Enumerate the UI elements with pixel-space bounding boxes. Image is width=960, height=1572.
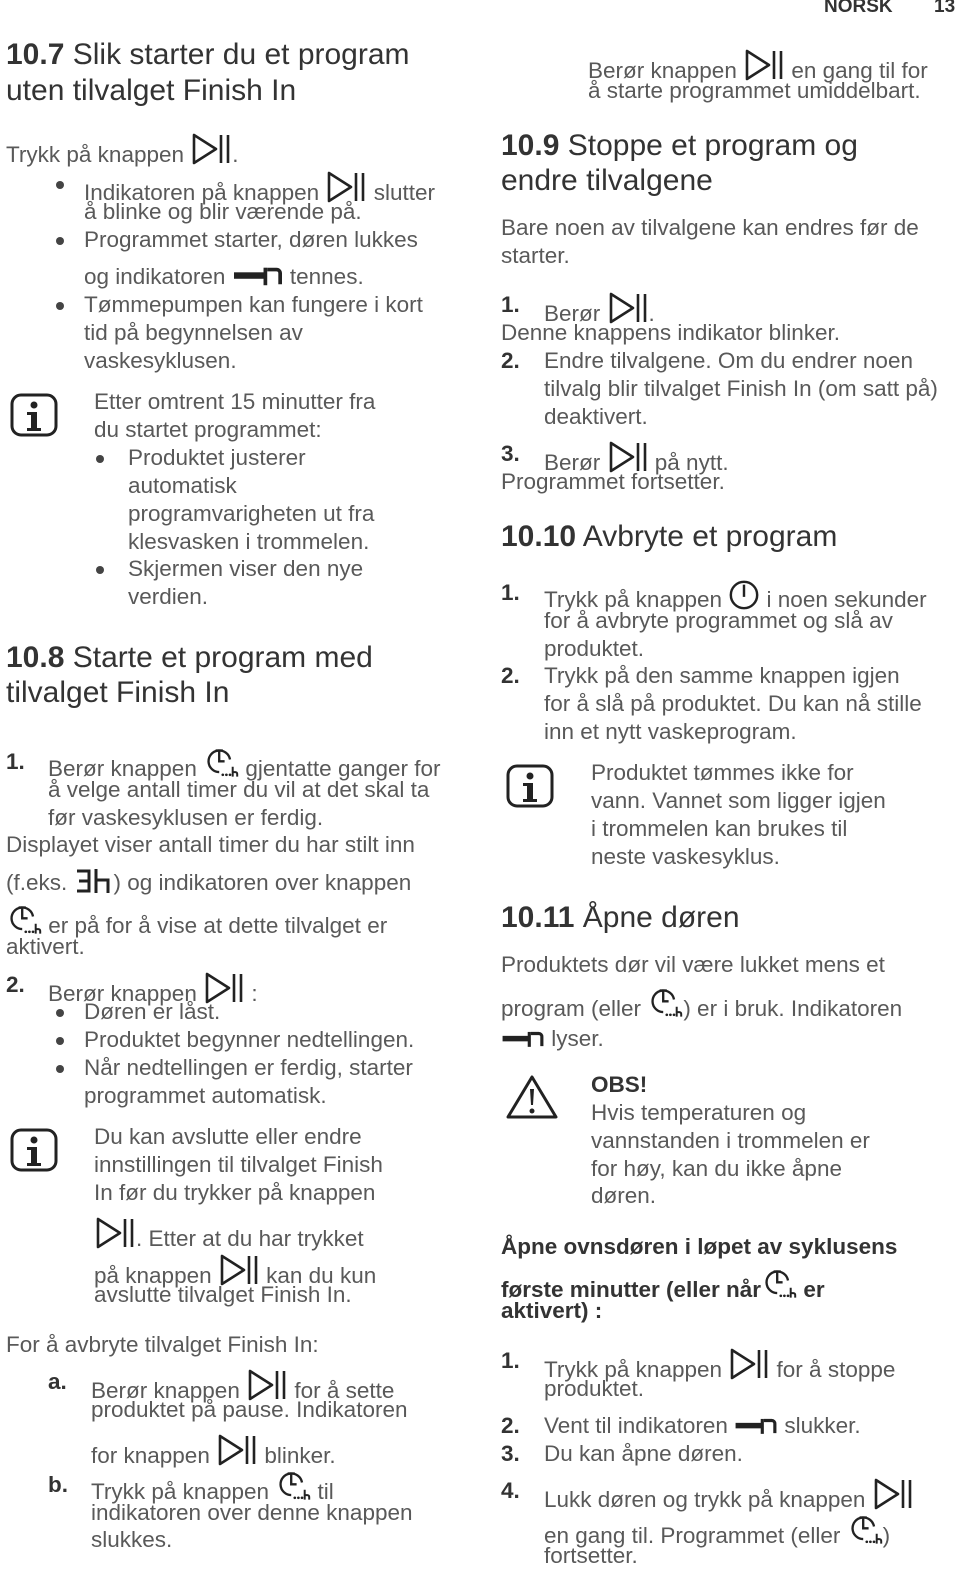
bullet-text: Produktet begynner nedtellingen.	[84, 1027, 415, 1052]
note-text: Produktet tømmes ikke for	[591, 760, 854, 785]
note-bullet-text: programvarigheten ut fra	[128, 501, 375, 526]
paragraph: Denne knappens indikator blinker.	[501, 320, 840, 345]
warning-text: for høy, kan du ikke åpne	[591, 1156, 842, 1181]
section-number: 10.10	[501, 520, 577, 553]
step-text: Du kan åpne døren.	[544, 1441, 743, 1466]
step-text: slukkes.	[91, 1527, 173, 1552]
finish-in-icon	[761, 1269, 797, 1301]
note-text: Etter omtrent 15 minutter fra	[94, 389, 376, 414]
text: program (eller	[501, 996, 642, 1021]
text: Vent til indikatoren	[544, 1413, 728, 1438]
finish-in-icon	[647, 988, 683, 1020]
info-icon	[506, 764, 554, 813]
start-pause-icon	[728, 1347, 770, 1381]
section-10-8-title-line2: tilvalget Finish In	[6, 676, 230, 709]
bullet-text: programmet automatisk.	[84, 1083, 327, 1108]
bullet-text: å blinke og blir værende på.	[84, 199, 362, 224]
step-text: inn et nytt vaskeprogram.	[544, 719, 797, 744]
text: Berør knappen	[91, 1378, 240, 1403]
text: Lukk døren og trykk på knappen	[544, 1487, 866, 1512]
note-bullet-text: Skjermen viser den nye	[128, 556, 364, 581]
bullet-text: Tømmepumpen kan fungere i kort	[84, 292, 423, 317]
text: en gang til for	[791, 58, 928, 83]
note-text: avslutte tilvalget Finish In.	[94, 1282, 352, 1307]
note-text: du startet programmet:	[94, 417, 322, 442]
start-pause-icon	[872, 1477, 914, 1511]
note-text: Du kan avslutte eller endre	[94, 1124, 362, 1149]
text: Berør knappen	[588, 58, 737, 83]
text: blinker.	[264, 1443, 336, 1468]
note-text: neste vaskesyklus.	[591, 844, 780, 869]
step-text	[91, 1433, 336, 1470]
note-text: vann. Vannet som ligger igjen	[591, 788, 886, 813]
bullet-text: Programmet starter, døren lukkes	[84, 227, 418, 252]
step-text: produktet.	[544, 1376, 645, 1401]
text: på nytt.	[654, 450, 729, 475]
note-bullet-text: klesvasken i trommelen.	[128, 529, 370, 554]
paragraph	[6, 868, 411, 897]
step-letter: b.	[48, 1472, 68, 1497]
step-number: 2.	[501, 348, 520, 373]
step-text: for å avbryte programmet og slå av	[544, 608, 893, 633]
title-text: Avbryte et program	[582, 520, 838, 553]
step-text	[544, 1477, 914, 1514]
paragraph: å starte programmet umiddelbart.	[588, 78, 921, 103]
warning-text: Hvis temperaturen og	[591, 1100, 807, 1125]
text: slutter	[373, 180, 435, 205]
text: for knappen	[91, 1443, 210, 1468]
note-text: innstillingen til tilvalget Finish	[94, 1152, 383, 1177]
start-pause-icon	[190, 132, 232, 166]
step-number: 2.	[501, 663, 520, 688]
paragraph: For å avbryte tilvalget Finish In:	[6, 1332, 319, 1357]
text: og indikatoren	[84, 264, 226, 289]
start-pause-icon	[94, 1216, 136, 1250]
text: . Etter at du har trykket	[136, 1226, 364, 1251]
subheading: Åpne ovnsdøren i løpet av syklusens	[501, 1234, 898, 1259]
paragraph: Displayet viser antall timer du har stilt inn	[6, 832, 415, 857]
text: kan du kun	[266, 1263, 377, 1288]
warning-text: vannstanden i trommelen er	[591, 1128, 870, 1153]
bullet-text: Døren er låst.	[84, 999, 221, 1024]
section-10-7-title	[6, 37, 410, 73]
text: for å stoppe	[776, 1357, 896, 1382]
text: ) og indikatoren over knappen	[113, 870, 412, 895]
display-3h-icon	[74, 868, 114, 894]
section-10-11-title	[501, 900, 740, 936]
step-text: deaktivert.	[544, 404, 648, 429]
section-number: 10.11	[501, 901, 575, 934]
door-lock-icon	[734, 1415, 778, 1437]
warning-title: OBS!	[591, 1072, 648, 1097]
title-text: Åpne døren	[582, 901, 740, 934]
section-10-9-title-line2: endre tilvalgene	[501, 164, 713, 197]
text: Berør knappen	[48, 756, 197, 781]
paragraph: Programmet fortsetter.	[501, 469, 725, 494]
paragraph	[501, 988, 902, 1023]
text: Berør	[544, 450, 601, 475]
step-text: for å slå på produktet. Du kan nå stille	[544, 691, 922, 716]
bullet-text: tid på begynnelsen av	[84, 320, 303, 345]
start-pause-icon	[216, 1433, 258, 1467]
note-text: i trommelen kan brukes til	[591, 816, 848, 841]
step-number: 4.	[501, 1478, 520, 1503]
step-number: 1.	[6, 749, 25, 774]
step-number: 3.	[501, 441, 520, 466]
door-lock-icon	[232, 264, 284, 288]
step-number: 3.	[501, 1441, 520, 1466]
step-letter: a.	[48, 1369, 67, 1394]
step-text: produktet.	[544, 636, 645, 661]
step-number: 1.	[501, 1348, 520, 1373]
paragraph	[6, 132, 239, 169]
bullet-text: Når nedtellingen er ferdig, starter	[84, 1055, 413, 1080]
step-text: Endre tilvalgene. Om du endrer noen	[544, 348, 913, 373]
step-number: 2.	[501, 1413, 520, 1438]
section-number: 10.8	[6, 641, 65, 674]
text: for å sette	[294, 1378, 395, 1403]
section-number: 10.7	[6, 38, 65, 71]
text: Trykk på knappen	[91, 1479, 270, 1504]
text: til	[317, 1479, 334, 1504]
bullet-dot	[96, 566, 104, 574]
text: en gang til. Programmet (eller	[544, 1523, 841, 1548]
title-text: Starte et program med	[72, 641, 373, 674]
note-text: In før du trykker på knappen	[94, 1180, 376, 1205]
door-lock-icon	[501, 1028, 545, 1050]
bullet-dot	[96, 455, 104, 463]
note-bullet-text: automatisk	[128, 473, 237, 498]
step-number: 1.	[501, 292, 520, 317]
step-text: å velge antall timer du vil at det skal ta	[48, 777, 430, 802]
paragraph: aktivert.	[6, 934, 85, 959]
bullet-dot	[56, 237, 64, 245]
page-number: 13	[934, 0, 956, 17]
title-text: Stoppe et program og	[567, 129, 858, 162]
note-bullet-text: Produktet justerer	[128, 445, 306, 470]
step-text: fortsetter.	[544, 1543, 638, 1568]
subheading: aktivert) :	[501, 1298, 603, 1323]
text: )	[882, 1523, 891, 1548]
bullet-dot	[56, 181, 64, 189]
header-language: NORSK	[824, 0, 893, 17]
paragraph: Produktets dør vil være lukket mens et	[501, 952, 885, 977]
step-text: tilvalg blir tilvalget Finish In (om satt på)	[544, 376, 938, 401]
text: ) er i bruk. Indikatoren	[683, 996, 903, 1021]
bullet-dot	[56, 1009, 64, 1017]
text: første minutter (eller når	[501, 1277, 762, 1302]
title-text: Slik starter du et program	[72, 38, 410, 71]
text: tennes.	[289, 264, 364, 289]
text: gjentatte ganger for	[245, 756, 441, 781]
info-icon	[10, 393, 58, 442]
text: .	[232, 142, 239, 167]
paragraph	[501, 1025, 604, 1053]
text: .	[648, 301, 655, 326]
step-text: indikatoren over denne knappen	[91, 1500, 413, 1525]
step-text: produktet på pause. Indikatoren	[91, 1397, 408, 1422]
text: :	[251, 981, 258, 1006]
section-10-9-title	[501, 128, 858, 164]
warning-icon	[506, 1074, 558, 1125]
step-number: 1.	[501, 580, 520, 605]
text: Trykk på knappen	[6, 142, 185, 167]
text: er	[803, 1277, 825, 1302]
bullet-text	[84, 263, 364, 291]
text: slukker.	[784, 1413, 861, 1438]
step-text: før vaskesyklusen er ferdig.	[48, 805, 324, 830]
text: Indikatoren på knappen	[84, 180, 320, 205]
text: på knappen	[94, 1263, 212, 1288]
text: lyser.	[551, 1026, 604, 1051]
section-10-7-title-line2: uten tilvalget Finish In	[6, 74, 297, 107]
text: Trykk på knappen	[544, 1357, 723, 1382]
section-10-8-title	[6, 640, 373, 676]
paragraph: Bare noen av tilvalgene kan endres før de	[501, 215, 919, 240]
warning-text: døren.	[591, 1183, 657, 1208]
text: Berør knappen	[48, 981, 197, 1006]
info-icon	[10, 1128, 58, 1177]
text: i noen sekunder	[766, 587, 927, 612]
step-number: 2.	[6, 972, 25, 997]
bullet-dot	[56, 1037, 64, 1045]
step-text	[544, 1412, 861, 1440]
text: Berør	[544, 301, 601, 326]
text: er på for å vise at dette tilvalget er	[48, 913, 388, 938]
bullet-dot	[56, 1065, 64, 1073]
step-text: Trykk på den samme knappen igjen	[544, 663, 900, 688]
note-bullet-text: verdien.	[128, 584, 209, 609]
section-10-10-title	[501, 519, 837, 555]
note-text	[94, 1216, 364, 1253]
bullet-dot	[56, 302, 64, 310]
finish-in-icon	[847, 1515, 883, 1547]
paragraph: starter.	[501, 243, 570, 268]
text: (f.eks.	[6, 870, 68, 895]
bullet-text: vaskesyklusen.	[84, 348, 237, 373]
text: Trykk på knappen	[544, 587, 723, 612]
section-number: 10.9	[501, 129, 560, 162]
